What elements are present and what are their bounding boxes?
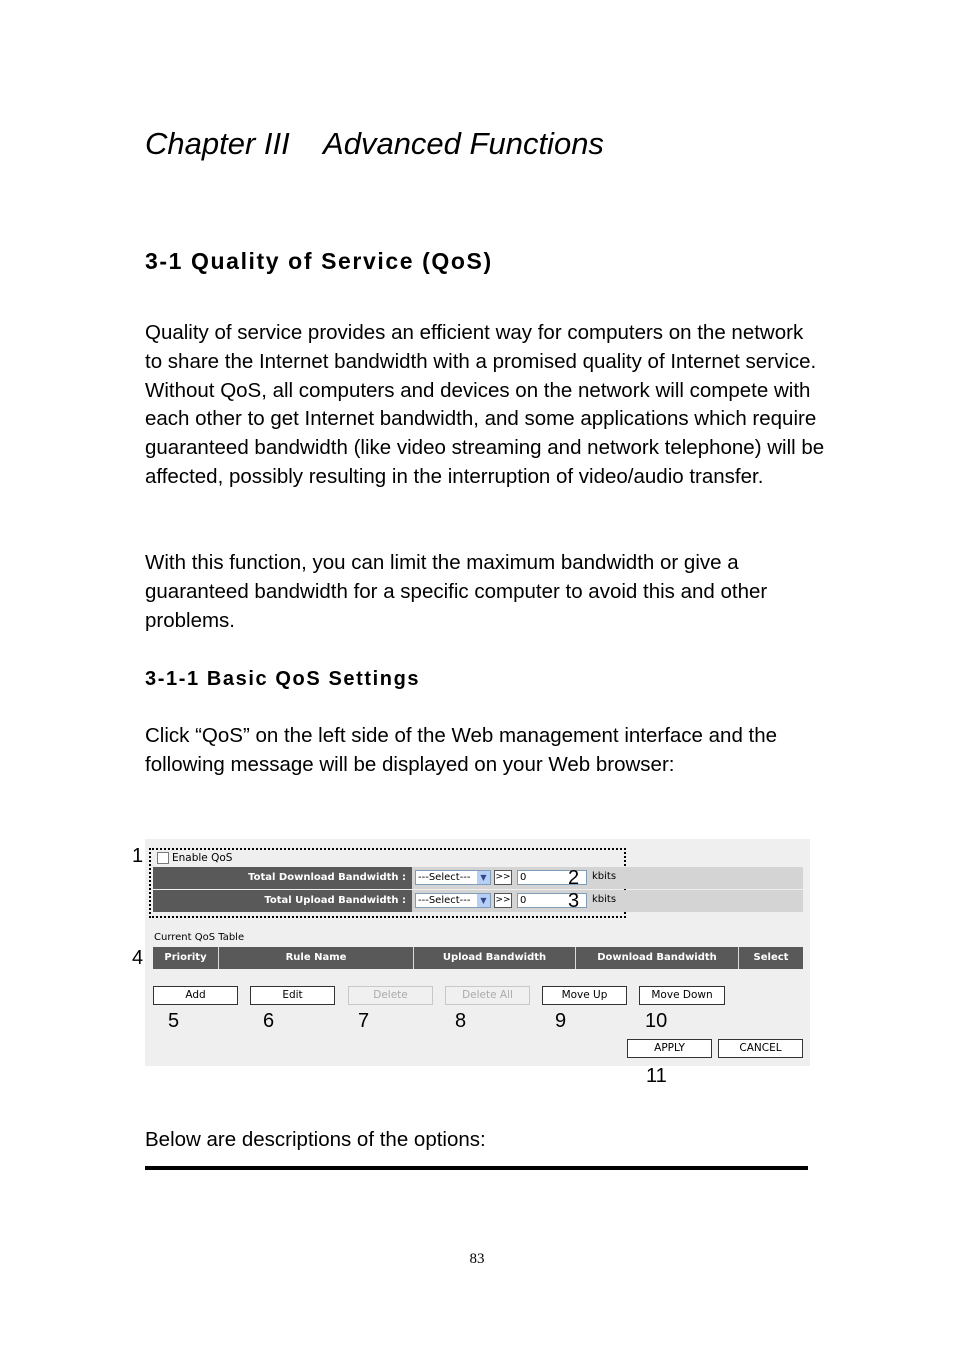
enable-qos-option[interactable] bbox=[157, 851, 232, 865]
download-select-value: ---Select--- bbox=[418, 872, 471, 883]
callout-7: 7 bbox=[358, 1010, 370, 1032]
callout-5: 5 bbox=[168, 1010, 180, 1032]
download-bandwidth-input[interactable]: 0 bbox=[517, 870, 587, 885]
callout-8: 8 bbox=[455, 1010, 467, 1032]
column-upload-bandwidth: Upload Bandwidth bbox=[414, 947, 576, 969]
apply-button[interactable]: APPLY bbox=[627, 1039, 712, 1058]
download-apply-select-button[interactable]: >> bbox=[494, 870, 512, 885]
chevron-down-icon: ▼ bbox=[477, 894, 490, 907]
move-down-button[interactable]: Move Down bbox=[639, 986, 725, 1005]
upload-bandwidth-select[interactable] bbox=[415, 893, 491, 908]
qos-table-header bbox=[153, 947, 803, 969]
download-bandwidth-select[interactable] bbox=[415, 870, 491, 885]
add-button[interactable]: Add bbox=[153, 986, 238, 1005]
intro-paragraph: Quality of service provides an efficient way for computers on the network to share the Internet bandwidth with a promised quality of Internet service. Without QoS, all computers and devices on the network will compete with each other to get Internet bandwidth, and some applications which require guaranteed bandwidth (like video streaming and network telephone) will be affected, possibly resulting in the interruption of video/audio transfer. bbox=[145, 321, 825, 488]
upload-unit: kbits bbox=[592, 894, 617, 905]
upload-apply-select-button[interactable]: >> bbox=[494, 893, 512, 908]
section-title: 3-1 Quality of Service (QoS) bbox=[145, 248, 493, 274]
options-intro: Below are descriptions of the options: bbox=[145, 1128, 486, 1151]
qos-screenshot bbox=[145, 839, 810, 1066]
click-paragraph: Click “QoS” on the left side of the Web management interface and the following message will be displayed on your Web browser: bbox=[145, 724, 778, 776]
callout-6: 6 bbox=[263, 1010, 275, 1032]
cancel-button[interactable]: CANCEL bbox=[718, 1039, 803, 1058]
column-priority: Priority bbox=[153, 947, 219, 969]
callout-11: 11 bbox=[646, 1065, 667, 1087]
chevron-down-icon: ▼ bbox=[477, 871, 490, 884]
upload-bandwidth-label: Total Upload Bandwidth : bbox=[153, 890, 412, 912]
column-download-bandwidth: Download Bandwidth bbox=[576, 947, 739, 969]
qos-table-title: Current QoS Table bbox=[154, 932, 245, 943]
download-bandwidth-label: Total Download Bandwidth : bbox=[153, 867, 412, 889]
upload-bandwidth-row bbox=[153, 890, 803, 912]
delete-button[interactable]: Delete bbox=[348, 986, 433, 1005]
callout-1: 1 bbox=[132, 845, 144, 867]
section-divider bbox=[145, 1166, 808, 1170]
download-bandwidth-row bbox=[153, 867, 803, 889]
function-paragraph: With this function, you can limit the maximum bandwidth or give a guaranteed bandwidth for a specific computer to avoid this and other problems. bbox=[145, 551, 768, 632]
callout-2: 2 bbox=[568, 867, 580, 889]
upload-select-value: ---Select--- bbox=[418, 895, 471, 906]
download-unit: kbits bbox=[592, 871, 617, 882]
enable-qos-label: Enable QoS bbox=[172, 852, 233, 864]
upload-bandwidth-input[interactable]: 0 bbox=[517, 893, 587, 908]
callout-3: 3 bbox=[568, 890, 580, 912]
callout-9: 9 bbox=[555, 1010, 567, 1032]
callout-10: 10 bbox=[645, 1010, 668, 1032]
callout-4: 4 bbox=[132, 947, 144, 969]
edit-button[interactable]: Edit bbox=[250, 986, 335, 1005]
delete-all-button[interactable]: Delete All bbox=[445, 986, 530, 1005]
page-number: 83 bbox=[469, 1251, 485, 1267]
enable-qos-checkbox[interactable] bbox=[157, 852, 169, 864]
chapter-title: Chapter III Advanced Functions bbox=[145, 126, 604, 161]
subsection-title: 3-1-1 Basic QoS Settings bbox=[145, 668, 421, 690]
column-select: Select bbox=[753, 952, 789, 963]
move-up-button[interactable]: Move Up bbox=[542, 986, 627, 1005]
column-rule-name: Rule Name bbox=[219, 947, 414, 969]
